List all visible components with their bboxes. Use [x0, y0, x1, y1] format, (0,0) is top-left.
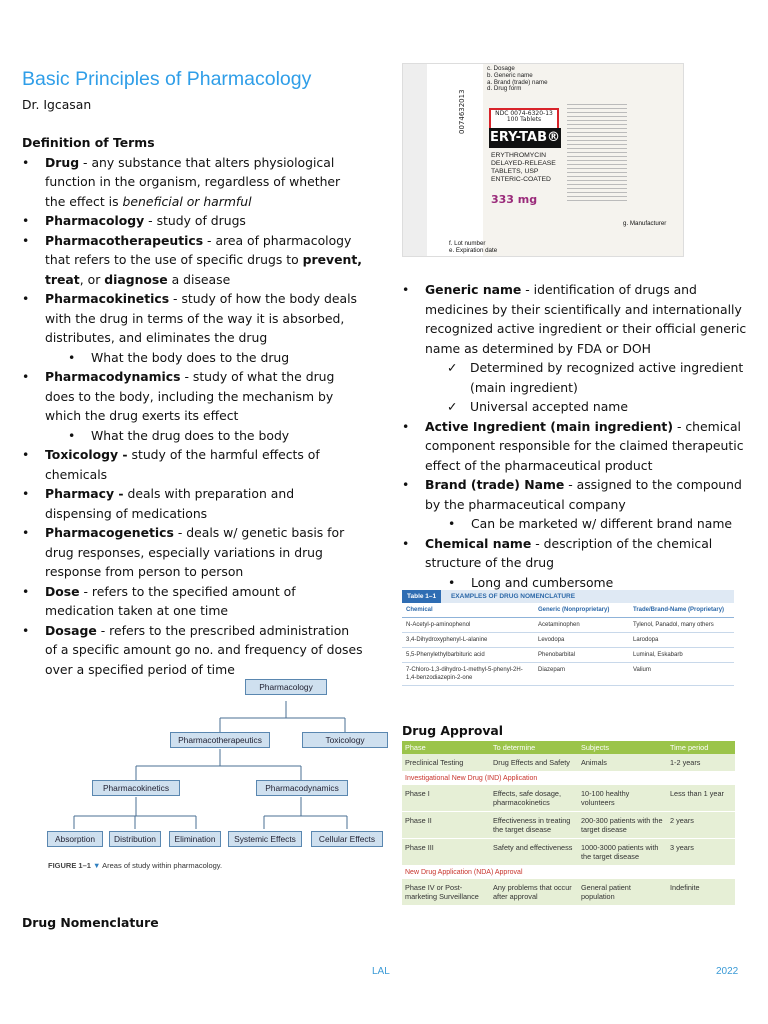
term-item	[22, 484, 364, 523]
approval-cell: 2 years	[667, 812, 735, 839]
term-item	[22, 289, 364, 367]
node-pharmacokinetics: Pharmacokinetics	[92, 780, 180, 796]
nomen-header: Trade/Brand-Name (Proprietary)	[629, 603, 734, 618]
term-name: Pharmacodynamics	[45, 369, 181, 384]
nomenclature-heading: Drug Nomenclature	[22, 915, 159, 930]
nomen-table-title: EXAMPLES OF DRUG NOMENCLATURE	[450, 593, 576, 600]
approval-header: Phase	[405, 743, 426, 752]
author: Dr. Igcasan	[22, 97, 92, 112]
approval-header: To determine	[493, 743, 536, 752]
term-item	[22, 523, 364, 582]
nomen-cell: 3,4-Dihydroxyphenyl-L-alanine	[402, 633, 534, 648]
label-strength: 333 mg	[491, 193, 538, 206]
term-subpoints	[45, 426, 364, 446]
term-def: deals with preparation and dispensing of medications	[45, 486, 295, 521]
term-checklist	[425, 358, 748, 417]
nomen-cell: 5,5-Phenylethylbarbituric acid	[402, 648, 534, 663]
right-term-item	[402, 475, 748, 534]
node-pharmacotherapeutics: Pharmacotherapeutics	[170, 732, 270, 748]
right-terms-list	[402, 280, 748, 592]
approval-cell: 200-300 patients with the target disease	[578, 812, 667, 839]
node-pharmacology: Pharmacology	[245, 679, 327, 695]
nomen-header: Chemical	[402, 603, 534, 618]
approval-cell: 3 years	[667, 839, 735, 866]
node-cellular-effects: Cellular Effects	[311, 831, 383, 847]
check-item: ✓ Determined by recognized active ingredient (main ingredient)	[447, 358, 748, 397]
nomen-cell: Diazepam	[534, 663, 629, 686]
term-item	[22, 621, 364, 680]
term-def-end: a disease	[167, 271, 231, 287]
term-def: - refers to the prescribed administration of a specific amount go no. and frequency of doses over a specified period of time	[45, 622, 363, 677]
label-callout: f. Lot number	[449, 240, 486, 247]
approval-cell: Preclinical Testing	[402, 754, 490, 772]
term-subpoint: • What the body does to the drug	[68, 348, 364, 368]
right-term-item	[402, 280, 748, 417]
nomen-row	[402, 648, 734, 663]
approval-cell: 1000-3000 patients with the target disease	[578, 839, 667, 866]
nomen-row	[402, 633, 734, 648]
right-term-item	[402, 534, 748, 593]
approval-heading: Drug Approval	[402, 723, 504, 738]
label-generic-line: DELAYED-RELEASE	[491, 160, 556, 167]
node-absorption: Absorption	[47, 831, 103, 847]
definitions-section	[22, 133, 364, 679]
right-term-def: - identification of drugs and medicines by their scientifically and internationally recognized active ingredient or their official generic name as determined by FDA or DOH	[425, 282, 747, 356]
approval-row	[402, 839, 735, 866]
label-callout: e. Expiration date	[449, 247, 498, 254]
term-name: Pharmacy -	[45, 486, 124, 501]
figure-caption-label: FIGURE 1–1	[48, 861, 91, 870]
node-systemic-effects: Systemic Effects	[228, 831, 302, 847]
label-fine-print	[567, 104, 627, 204]
right-term-name: Chemical name	[425, 535, 532, 551]
right-terms-section	[402, 280, 748, 592]
approval-cell: Phase II	[402, 812, 490, 839]
nomen-cell: Acetaminophen	[534, 618, 629, 633]
nomen-cell: Valium	[629, 663, 734, 686]
term-name: Dosage	[45, 622, 97, 638]
term-subpoint: • Long and cumbersome	[448, 573, 748, 593]
approval-cell: Effects, safe dosage, pharmacokinetics	[490, 785, 578, 812]
label-brand: ERY-TAB®	[489, 128, 561, 148]
nomen-cell: Larodopa	[629, 633, 734, 648]
nomen-cell: 7-Chloro-1,3-dihydro-1-methyl-5-phenyl-2H-1,4-benzodiazepin-2-one	[402, 663, 534, 686]
label-callout-manufacturer	[623, 214, 666, 234]
label-generic-line: ENTERIC-COATED	[491, 176, 551, 183]
approval-cell: General patient population	[578, 879, 667, 906]
nomen-table-label: Table 1–1	[402, 590, 441, 603]
right-term-name: Generic name	[425, 282, 522, 297]
term-name: Pharmacokinetics	[45, 291, 170, 306]
term-def: study of the harmful effects of chemicals	[45, 447, 320, 482]
term-keyword: diagnose	[104, 271, 168, 287]
approval-cell: Phase IV or Post-marketing Surveillance	[402, 879, 490, 906]
term-emphasis: beneficial or harmful	[122, 193, 252, 209]
node-toxicology: Toxicology	[302, 732, 388, 748]
approval-row	[402, 812, 735, 839]
node-elimination: Elimination	[169, 831, 221, 847]
nomen-cell: Luminal, Eskabarb	[629, 648, 734, 663]
label-callouts	[487, 66, 548, 93]
terms-list	[22, 153, 364, 680]
term-subpoints	[425, 514, 748, 534]
page-title: Basic Principles of Pharmacology	[22, 68, 312, 90]
figure-pharmacology-areas	[42, 676, 382, 872]
nomen-cell: Phenobarbital	[534, 648, 629, 663]
approval-row	[402, 785, 735, 812]
label-generic-line: ERYTHROMYCIN	[491, 152, 547, 159]
label-count: 100 Tablets	[506, 116, 542, 123]
drug-label-image	[402, 63, 684, 257]
approval-cell: Drug Effects and Safety	[490, 754, 578, 772]
nomen-header: Generic (Nonproprietary)	[534, 603, 629, 618]
approval-section-label: New Drug Application (NDA) Approval	[402, 866, 735, 880]
term-name: Dose	[45, 583, 80, 599]
term-item	[22, 367, 364, 445]
approval-section-row	[402, 772, 735, 786]
term-item	[22, 231, 364, 290]
nomen-row	[402, 663, 734, 686]
check-item: ✓ Universal accepted name	[447, 397, 748, 417]
term-name: Pharmacogenetics	[45, 525, 174, 540]
label-callouts-bottom	[449, 240, 497, 254]
label-callout: d. Drug form	[487, 85, 522, 93]
term-def: - study of how the body deals with the drug in terms of the way it is absorbed, distributes, and eliminates the drug	[45, 291, 357, 345]
approval-cell: 1-2 years	[667, 754, 735, 772]
approval-cell: Phase I	[402, 785, 490, 812]
nomen-cell: N-Acetyl-p-aminophenol	[402, 618, 534, 633]
term-name: Pharmacology	[45, 213, 145, 228]
term-item	[22, 211, 364, 231]
node-distribution: Distribution	[109, 831, 161, 847]
term-def: - study of drugs	[144, 213, 246, 228]
term-name: Drug	[45, 154, 80, 170]
term-def: - study of what the drug does to the body, including the mechanism by which the drug exerts its effect	[45, 369, 335, 423]
nomen-row	[402, 618, 734, 633]
right-term-item	[402, 417, 748, 476]
term-item	[22, 153, 364, 212]
label-callout: a. Brand (trade) name	[487, 78, 548, 86]
label-side-code: 0074632013	[458, 89, 466, 134]
right-term-def: - chemical component responsible for the claimed therapeutic effect of the pharmaceutical product	[425, 418, 744, 473]
approval-row	[402, 754, 735, 772]
right-term-name: Brand (trade) Name	[425, 477, 565, 492]
term-subpoint: • Can be marketed w/ different brand name	[448, 514, 748, 534]
label-callout: g. Manufacturer	[623, 220, 667, 227]
approval-cell: 10-100 healthy volunteers	[578, 785, 667, 812]
term-item	[22, 445, 364, 484]
approval-cell: Animals	[578, 754, 667, 772]
approval-row	[402, 879, 735, 906]
term-item	[22, 582, 364, 621]
node-pharmacodynamics: Pharmacodynamics	[256, 780, 348, 796]
approval-header: Time period	[670, 743, 709, 752]
approval-cell: Any problems that occur after approval	[490, 879, 578, 906]
approval-section-label: Investigational New Drug (IND) Application	[402, 772, 735, 786]
approval-cell: Effectiveness in treating the target disease	[490, 812, 578, 839]
definition-heading: Definition of Terms	[22, 135, 155, 150]
approval-section-row	[402, 866, 735, 880]
approval-cell: Safety and effectiveness	[490, 839, 578, 866]
caption-triangle-icon: ▼	[93, 861, 101, 870]
approval-cell: Indefinite	[667, 879, 735, 906]
term-def: - area of pharmacology that refers to the use of specific drugs to	[45, 232, 352, 267]
label-generic-line: TABLETS, USP	[491, 168, 539, 175]
label-callout: c. Dosage	[487, 65, 515, 72]
term-def-cont: , or	[79, 271, 105, 287]
nomen-cell: Levodopa	[534, 633, 629, 648]
approval-cell: Phase III	[402, 839, 490, 866]
term-name: Toxicology -	[45, 447, 128, 462]
approval-header: Subjects	[581, 743, 609, 752]
nomen-table-grid	[402, 603, 734, 686]
term-subpoints	[45, 348, 364, 368]
footer-right: 2022	[716, 966, 739, 977]
nomenclature-table	[402, 590, 734, 690]
right-term-def: - description of the chemical structure of the drug	[425, 535, 713, 570]
term-def: - deals w/ genetic basis for drug responses, especially variations in drug response from person to person	[45, 525, 345, 579]
label-generic	[491, 152, 556, 184]
label-ndc: NDC 0074-6320-13	[495, 110, 553, 117]
approval-table	[402, 741, 735, 906]
term-name: Pharmacotherapeutics	[45, 232, 204, 248]
term-def: - any substance that alters physiological function in the organism, regardless of whether the effect is	[45, 154, 341, 209]
approval-cell: Less than 1 year	[667, 785, 735, 812]
label-edge	[403, 64, 427, 257]
right-term-def: - assigned to the compound by the pharmaceutical company	[425, 477, 742, 512]
right-term-name: Active Ingredient (main ingredient)	[425, 418, 673, 434]
term-subpoint: • What the drug does to the body	[68, 426, 364, 446]
label-callout: b. Generic name	[487, 71, 533, 79]
term-def: - refers to the specified amount of medication taken at one time	[45, 583, 296, 618]
footer-left: LAL	[372, 966, 390, 977]
nomen-cell: Tylenol, Panadol, many others	[629, 618, 734, 633]
figure-caption	[48, 856, 222, 876]
term-keyword: prevent, treat	[45, 252, 362, 287]
figure-caption-text: Areas of study within pharmacology.	[102, 861, 223, 870]
